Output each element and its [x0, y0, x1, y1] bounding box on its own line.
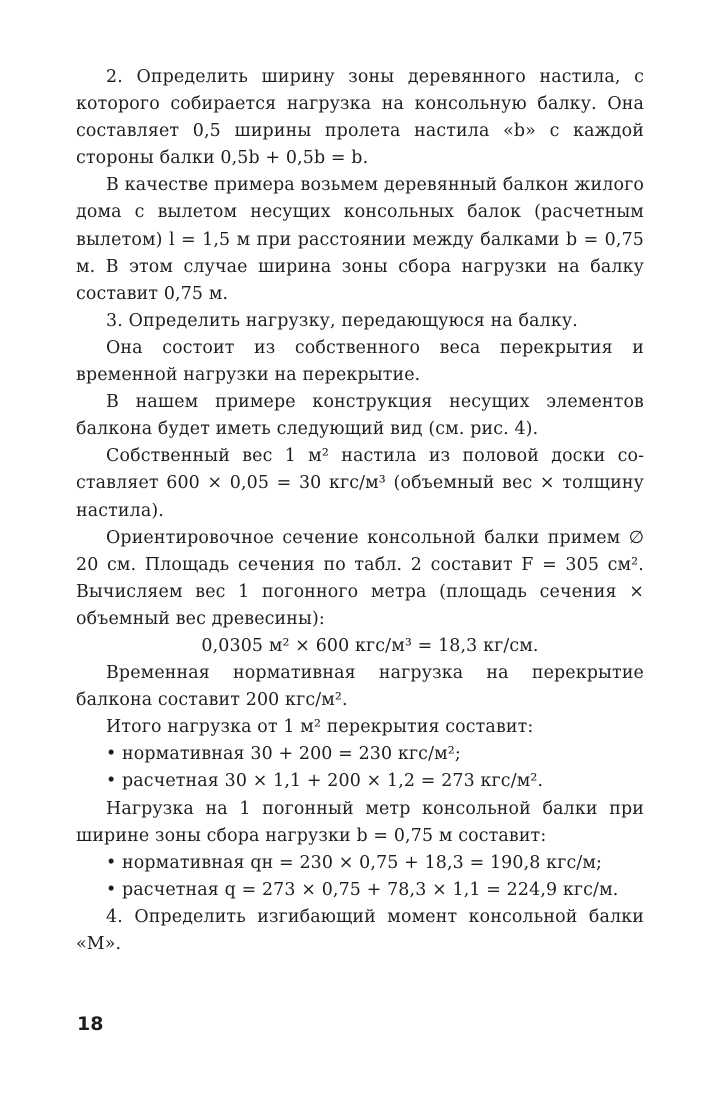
bullet-icon: • [106, 771, 117, 792]
list-item-text: нормативная 30 + 200 = 230 кгс/м²; [122, 744, 461, 765]
page-number: 18 [77, 1013, 104, 1035]
list-item-text: расчетная q = 273 × 0,75 + 78,3 × 1,1 = 224,9 кгс/м. [122, 879, 619, 900]
list-item [76, 768, 644, 795]
paragraph-balcony-example: В качестве примера возьмем деревянный балкон жилого дома с вылетом несущих консольных балок (расчетным вылетом) l = 1,5 м при расстоянии между балками b = 0,75 м. В этом случае ширина зоны сбора нагрузки на балку составит 0,75 м. [76, 175, 644, 304]
list-item-text: нормативная qн = 230 × 0,75 + 18,3 = 190,8 кгс/м; [122, 852, 603, 873]
paragraph-step-4: 4. Определить изгибающий момент консольной балки «М». [76, 906, 644, 954]
paragraph-load-composition: Она состоит из собственного веса перекрытия и временной нагрузки на перекрытие. [76, 337, 644, 386]
paragraph-linear-load: Нагрузка на 1 погонный метр консольной балки при ширине зоны сбора нагрузки b = 0,75 м составит: [76, 798, 644, 846]
paragraph-step-3: 3. Определить нагрузку, передающуюся на балку. [106, 310, 578, 331]
bullet-icon: • [106, 879, 117, 900]
paragraph-temporary-load: Временная нормативная нагрузка на перекрытие балкона составит 200 кгс/м². [76, 663, 644, 711]
paragraph-beam-section: Ориентировочное сечение консольной балки примем ∅ 20 см. Площадь сечения по табл. 2 составит F = 305 см². Вычисляем вес 1 погонного метра (площадь сечения × объемный вес древесины): [76, 527, 644, 629]
bullet-icon: • [106, 744, 117, 765]
page-body [76, 64, 644, 958]
bullet-icon: • [106, 852, 117, 873]
list-item [76, 741, 644, 768]
paragraph-step-2: 2. Определить ширину зоны деревянного настила, с которого собирается нагрузка на консольную балку. Она составляет 0,5 ширины пролета настила «b» с каждой стороны балки 0,5b + 0,5b = b. [76, 67, 644, 169]
formula-beam-weight: 0,0305 м² × 600 кгс/м³ = 18,3 кг/см. [201, 635, 539, 656]
paragraph-deck-weight: Собственный вес 1 м² настила из половой доски составляет 600 × 0,05 = 30 кгс/м³ (объемный вес × толщину настила). [76, 446, 644, 521]
paragraph-construction-view: В нашем примере конструкция несущих элементов балкона будет иметь следующий вид (см. рис. 4). [76, 392, 644, 440]
list-item [76, 850, 644, 877]
paragraph-total-load: Итого нагрузка от 1 м² перекрытия составит: [106, 717, 534, 738]
list-item-text: расчетная 30 × 1,1 + 200 × 1,2 = 273 кгс/м². [122, 771, 544, 792]
list-item [76, 877, 644, 904]
